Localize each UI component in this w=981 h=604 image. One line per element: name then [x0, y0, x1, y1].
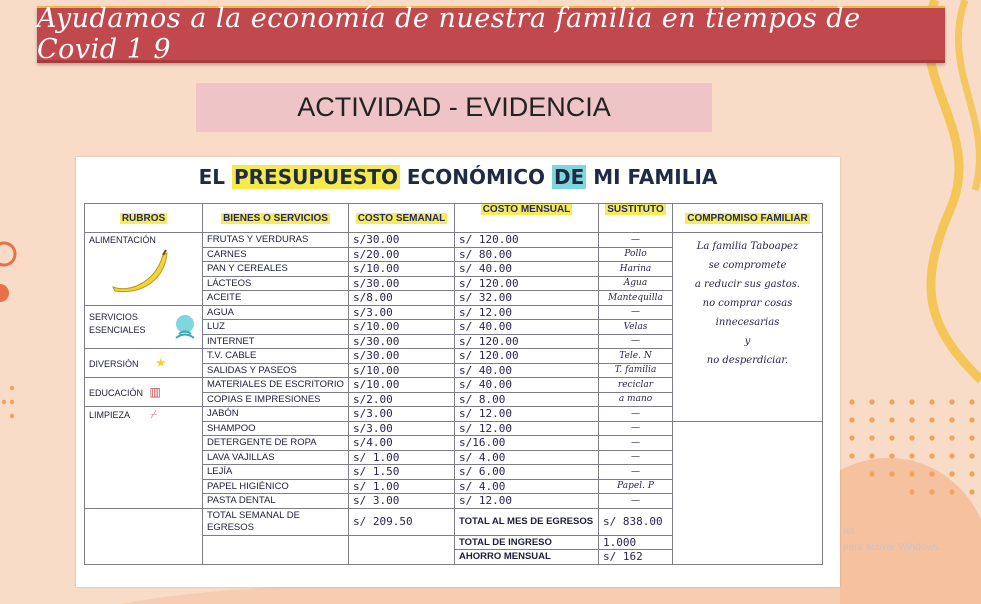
semanal-cell: s/4.00	[349, 436, 455, 451]
bien-cell: ACEITE	[203, 291, 349, 306]
sustituto-cell: —	[599, 407, 673, 422]
table-row	[85, 233, 823, 248]
semanal-cell: s/ 3.00	[349, 494, 455, 509]
slide-title: Ayudamos a la economía de nuestra familia en tiempos de Covid 1 9	[37, 3, 861, 65]
sustituto-cell: —	[599, 450, 673, 465]
total-semanal-value: s/ 209.50	[349, 508, 455, 535]
watermark-line: para activar Windows.	[843, 542, 942, 553]
total-ingreso-label: TOTAL DE INGRESO	[455, 535, 599, 550]
bien-cell: PAPEL HIGIÉNICO	[203, 479, 349, 494]
semanal-cell: s/10.00	[349, 378, 455, 393]
bien-cell: COPIAS E IMPRESIONES	[203, 392, 349, 407]
semanal-cell: s/3.00	[349, 421, 455, 436]
header-rubros: RUBROS	[85, 204, 203, 233]
semanal-cell: s/ 1.00	[349, 479, 455, 494]
semanal-cell: s/3.00	[349, 407, 455, 422]
sustituto-cell: —	[599, 334, 673, 349]
bien-cell: CARNES	[203, 247, 349, 262]
semanal-cell: s/10.00	[349, 363, 455, 378]
sustituto-cell: Harina	[599, 262, 673, 277]
sheet-title	[76, 165, 840, 189]
bien-cell: LUZ	[203, 320, 349, 335]
table-header-row	[85, 204, 823, 233]
rubro-limpieza	[85, 407, 203, 509]
compromiso-line: no comprar cosas	[702, 298, 793, 309]
sustituto-cell: —	[599, 233, 673, 248]
rubro-label: DIVERSIÓN	[89, 359, 139, 369]
bien-cell: LÁCTEOS	[203, 276, 349, 291]
compromiso-line: La familia Taboapez	[696, 241, 799, 252]
sheet-title-part: PRESUPUESTO	[233, 165, 398, 189]
activity-subtitle-box	[196, 83, 712, 132]
semanal-cell: s/30.00	[349, 334, 455, 349]
sustituto-cell: —	[599, 436, 673, 451]
bien-cell: INTERNET	[203, 334, 349, 349]
semanal-cell: s/30.00	[349, 233, 455, 248]
rubro-label: LIMPIEZA	[89, 410, 130, 420]
mensual-cell: s/ 6.00	[455, 465, 599, 480]
header-sustituto: SUSTITUTO	[599, 204, 673, 233]
semanal-cell: s/2.00	[349, 392, 455, 407]
ahorro-mensual-label: AHORRO MENSUAL	[455, 550, 599, 565]
mensual-cell: s/ 40.00	[455, 320, 599, 335]
bien-cell: PAN Y CEREALES	[203, 262, 349, 277]
compromiso-line: se compromete	[708, 260, 787, 271]
wifi-icon	[172, 312, 198, 342]
header-compromiso: COMPROMISO FAMILIAR	[673, 204, 823, 233]
sustituto-cell: Mantequilla	[599, 291, 673, 306]
semanal-cell: s/3.00	[349, 305, 455, 320]
semanal-cell: s/30.00	[349, 276, 455, 291]
bien-cell: AGUA	[203, 305, 349, 320]
bien-cell: LAVA VAJILLAS	[203, 450, 349, 465]
bien-cell: LEJÍA	[203, 465, 349, 480]
compromiso-familiar-cell	[673, 233, 823, 422]
semanal-cell: s/10.00	[349, 262, 455, 277]
bien-cell: PASTA DENTAL	[203, 494, 349, 509]
broom-icon: ⌿	[150, 407, 158, 421]
semanal-cell: s/10.00	[349, 320, 455, 335]
sustituto-cell: Velas	[599, 320, 673, 335]
sustituto-cell: Agua	[599, 276, 673, 291]
mensual-cell: s/ 40.00	[455, 378, 599, 393]
sustituto-cell: —	[599, 494, 673, 509]
empty-cell	[85, 508, 203, 564]
sustituto-cell: —	[599, 305, 673, 320]
mensual-cell: s/ 120.00	[455, 349, 599, 364]
sustituto-cell: —	[599, 421, 673, 436]
sustituto-cell: T. familia	[599, 363, 673, 378]
sheet-title-part: ECONÓMICO	[406, 165, 546, 189]
rubro-alimentacion	[85, 233, 203, 306]
sustituto-cell: —	[599, 465, 673, 480]
mensual-cell: s/ 12.00	[455, 407, 599, 422]
bien-cell: MATERIALES DE ESCRITORIO	[203, 378, 349, 393]
empty-cell	[349, 535, 455, 564]
sheet-title-part: MI FAMILIA	[593, 165, 718, 189]
compromiso-empty-cell	[673, 421, 823, 564]
budget-sheet	[76, 157, 840, 587]
mensual-cell: s/ 4.00	[455, 479, 599, 494]
sustituto-cell: Tele. N	[599, 349, 673, 364]
sustituto-cell: a mano	[599, 392, 673, 407]
mensual-cell: s/ 12.00	[455, 494, 599, 509]
rubro-educacion	[85, 378, 203, 407]
compromiso-line: a reducir sus gastos.	[694, 279, 801, 290]
bien-cell: FRUTAS Y VERDURAS	[203, 233, 349, 248]
header-costo-semanal: COSTO SEMANAL	[349, 204, 455, 233]
windows-activation-watermark	[843, 524, 941, 556]
sheet-title-part: DE	[554, 165, 585, 189]
rubro-servicios	[85, 305, 203, 349]
book-icon: ▥	[149, 385, 161, 399]
bien-cell: DETERGENTE DE ROPA	[203, 436, 349, 451]
mensual-cell: s/ 80.00	[455, 247, 599, 262]
mensual-cell: s/ 4.00	[455, 450, 599, 465]
mensual-cell: s/ 40.00	[455, 262, 599, 277]
star-icon: ★	[155, 355, 167, 370]
header-costo-mensual: COSTO MENSUAL	[455, 204, 599, 233]
watermark-line: ws	[843, 526, 856, 537]
sustituto-cell: Papel. P	[599, 479, 673, 494]
mensual-cell: s/ 8.00	[455, 392, 599, 407]
total-mes-value: s/ 838.00	[599, 508, 673, 535]
slide-title-banner	[37, 3, 945, 65]
mensual-cell: s/ 12.00	[455, 305, 599, 320]
sustituto-cell: reciclar	[599, 378, 673, 393]
header-bienes: BIENES O SERVICIOS	[203, 204, 349, 233]
budget-table	[84, 203, 823, 565]
compromiso-line: y	[744, 336, 751, 347]
bien-cell: JABÓN	[203, 407, 349, 422]
rubro-label: SERVICIOS ESENCIALES	[89, 312, 146, 336]
banana-icon	[109, 249, 169, 293]
mensual-cell: s/ 120.00	[455, 233, 599, 248]
semanal-cell: s/20.00	[349, 247, 455, 262]
semanal-cell: s/30.00	[349, 349, 455, 364]
sheet-title-part: EL	[198, 165, 225, 189]
total-mes-label: TOTAL AL MES DE EGRESOS	[455, 508, 599, 535]
mensual-cell: s/ 32.00	[455, 291, 599, 306]
sustituto-cell: Pollo	[599, 247, 673, 262]
mensual-cell: s/16.00	[455, 436, 599, 451]
total-ingreso-value: 1.000	[599, 535, 673, 550]
total-semanal-label: TOTAL SEMANAL DE EGRESOS	[203, 508, 349, 535]
rubro-diversion	[85, 349, 203, 378]
compromiso-line: innecesarias	[715, 317, 780, 328]
semanal-cell: s/ 1.50	[349, 465, 455, 480]
mensual-cell: s/ 12.00	[455, 421, 599, 436]
activity-subtitle: ACTIVIDAD - EVIDENCIA	[297, 92, 611, 122]
mensual-cell: s/ 120.00	[455, 276, 599, 291]
compromiso-line: no desperdiciar.	[706, 355, 789, 366]
bien-cell: SHAMPOO	[203, 421, 349, 436]
semanal-cell: s/ 1.00	[349, 450, 455, 465]
bien-cell: T.V. CABLE	[203, 349, 349, 364]
rubro-label: ALIMENTACIÓN	[89, 235, 156, 245]
mensual-cell: s/ 120.00	[455, 334, 599, 349]
empty-cell	[203, 535, 349, 564]
rubro-label: EDUCACIÓN	[89, 388, 144, 398]
mensual-cell: s/ 40.00	[455, 363, 599, 378]
semanal-cell: s/8.00	[349, 291, 455, 306]
ahorro-mensual-value: s/ 162	[599, 550, 673, 565]
bien-cell: SALIDAS Y PASEOS	[203, 363, 349, 378]
